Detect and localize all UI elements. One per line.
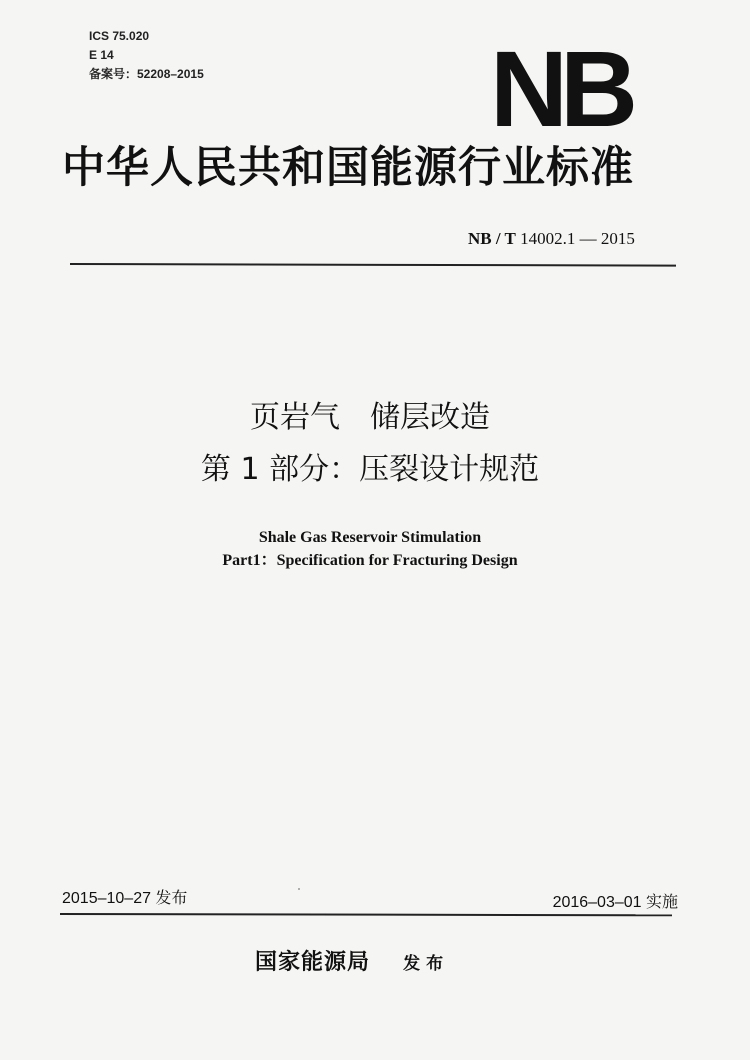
category-code: E 14 [89, 48, 114, 62]
meta-block [89, 27, 204, 84]
record-number: 备案号：52208–2015 [89, 67, 204, 81]
chinese-title-line2: 第 1 部分：压裂设计规范 [200, 452, 540, 487]
nb-logo: NB [490, 28, 630, 149]
top-divider [70, 263, 676, 267]
english-title [170, 527, 570, 573]
standard-number-prefix: NB / T [468, 229, 516, 248]
ics-code: ICS 75.020 [89, 29, 150, 43]
issuer-name: 国家能源局 [255, 950, 371, 975]
english-title-line1: Shale Gas Reservoir Stimulation [258, 529, 482, 546]
standard-number-value: 14002.1 — 2015 [520, 229, 635, 248]
english-title-line2: Part1：Specification for Fracturing Design [222, 552, 518, 569]
standard-category-title: 中华人民共和国能源行业标准 [62, 143, 634, 193]
issuer-line [255, 947, 515, 979]
standard-number [468, 227, 668, 251]
issue-date: 2015–10–27 发布 [62, 890, 188, 907]
issuer-action: 发布 [403, 954, 450, 974]
chinese-title-line1: 页岩气 储层改造 [250, 400, 490, 435]
bottom-divider [60, 913, 672, 916]
implementation-date: 2016–03–01 实施 [552, 894, 678, 911]
scan-speck [298, 888, 300, 890]
